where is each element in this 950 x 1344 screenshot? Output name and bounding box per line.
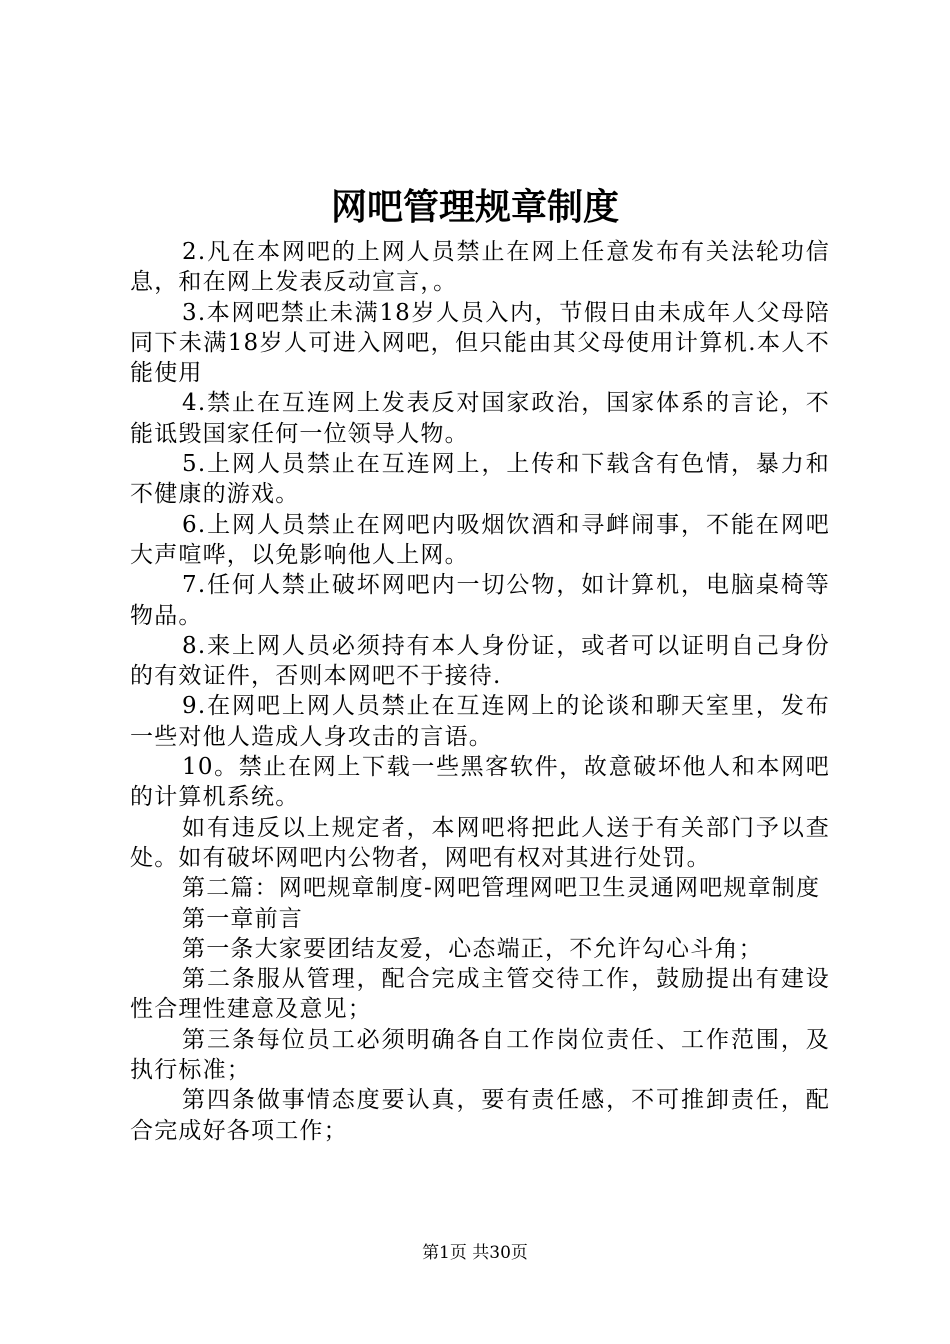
paragraph: 7.任何人禁止破坏网吧内一切公物，如计算机，电脑桌椅等物品。 [130, 572, 830, 629]
paragraph: 5.上网人员禁止在互连网上，上传和下载含有色情，暴力和不健康的游戏。 [130, 451, 830, 508]
document-body [130, 237, 830, 1146]
paragraph: 4.禁止在互连网上发表反对国家政治，国家体系的言论，不能诋毁国家任何一位领导人物。 [130, 390, 830, 447]
paragraph: 如有违反以上规定者，本网吧将把此人送于有关部门予以查处。如有破坏网吧内公物者，网吧有权对其进行处罚。 [130, 814, 830, 871]
paragraph: 3.本网吧禁止未满18岁人员入内，节假日由未成年人父母陪同下未满18岁人可进入网吧，但只能由其父母使用计算机.本人不能使用 [130, 299, 830, 387]
paragraph: 第三条每位员工必须明确各自工作岗位责任、工作范围，及执行标准； [130, 1026, 830, 1084]
section-heading: 第二篇：网吧规章制度-网吧管理网吧卫生灵通网吧规章制度 [182, 875, 821, 902]
page-number-footer: 第1页 共30页 [422, 1243, 528, 1263]
paragraph: 8.来上网人员必须持有本人身份证，或者可以证明自己身份的有效证件，否则本网吧不于接待. [130, 632, 830, 690]
document-title: 网吧管理规章制度 [330, 186, 619, 228]
paragraph: 第二条服从管理，配合完成主管交待工作，鼓励提出有建设性合理性建意及意见； [130, 966, 830, 1023]
paragraph: 6.上网人员禁止在网吧内吸烟饮酒和寻衅闹事，不能在网吧大声喧哗，以免影响他人上网。 [130, 511, 830, 568]
paragraph: 第一条大家要团结友爱，心态端正，不允许勾心斗角； [182, 935, 763, 962]
paragraph: 10。禁止在网上下载一些黑客软件，故意破坏他人和本网吧的计算机系统。 [130, 754, 830, 811]
chapter-heading: 第一章前言 [182, 905, 303, 932]
paragraph: 9.在网吧上网人员禁止在互连网上的论谈和聊天室里，发布一些对他人造成人身攻击的言语。 [130, 693, 830, 750]
paragraph: 2.凡在本网吧的上网人员禁止在网上任意发布有关法轮功信息，和在网上发表反动宣言，。 [130, 239, 830, 296]
paragraph: 第四条做事情态度要认真，要有责任感，不可推卸责任，配合完成好各项工作； [130, 1087, 830, 1144]
